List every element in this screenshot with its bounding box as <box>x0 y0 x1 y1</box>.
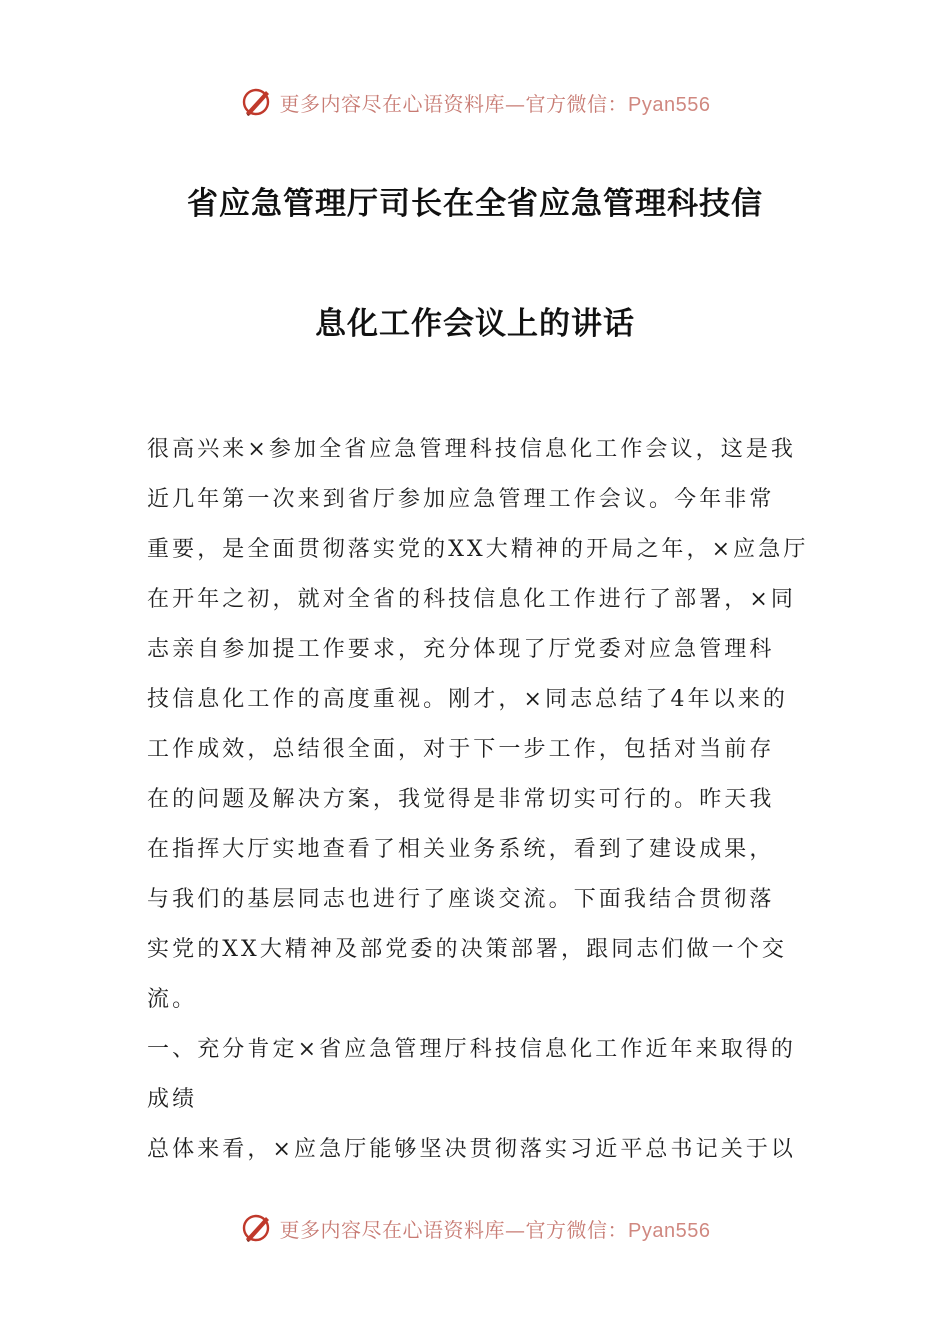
body-line: 与我们的基层同志也进行了座谈交流。下面我结合贯彻落 <box>147 887 775 912</box>
body-line: 在指挥大厅实地查看了相关业务系统，看到了建设成果， <box>147 837 775 862</box>
header-watermark <box>0 82 950 122</box>
document-title-line-1: 省应急管理厅司长在全省应急管理科技信 <box>187 186 763 222</box>
document-title-line-2: 息化工作会议上的讲话 <box>315 306 635 342</box>
body-line: 近几年第一次来到省厅参加应急管理工作会议。今年非常 <box>147 487 775 512</box>
body-line: 在开年之初，就对全省的科技信息化工作进行了部署，×同 <box>147 587 797 612</box>
document-body <box>147 425 807 1175</box>
body-line: 实党的XX大精神及部党委的决策部署，跟同志们做一个交 <box>147 937 787 962</box>
body-line: 流。 <box>147 987 198 1012</box>
body-line: 工作成效，总结很全面，对于下一步工作，包括对当前存 <box>147 737 775 762</box>
section-heading-line: 成绩 <box>147 1087 198 1112</box>
body-line: 志亲自参加提工作要求，充分体现了厅党委对应急管理科 <box>147 637 775 662</box>
body-line: 在的问题及解决方案，我觉得是非常切实可行的。昨天我 <box>147 787 775 812</box>
section-heading-line: 一、充分肯定×省应急管理厅科技信息化工作近年来取得的 <box>147 1037 797 1062</box>
pen-circle-logo-icon <box>240 1211 274 1245</box>
body-line: 很高兴来×参加全省应急管理科技信息化工作会议，这是我 <box>147 437 797 462</box>
body-line: 重要，是全面贯彻落实党的XX大精神的开局之年，×应急厅 <box>147 537 809 562</box>
body-line: 技信息化工作的高度重视。刚才，×同志总结了4年以来的 <box>147 687 789 712</box>
body-line: 总体来看，×应急厅能够坚决贯彻落实习近平总书记关于以 <box>147 1137 797 1162</box>
footer-watermark <box>0 1208 950 1248</box>
watermark-text: 更多内容尽在心语资料库—官方微信：Pyan556 <box>279 1217 711 1242</box>
pen-circle-logo-icon <box>240 85 274 119</box>
watermark-text: 更多内容尽在心语资料库—官方微信：Pyan556 <box>279 91 711 116</box>
